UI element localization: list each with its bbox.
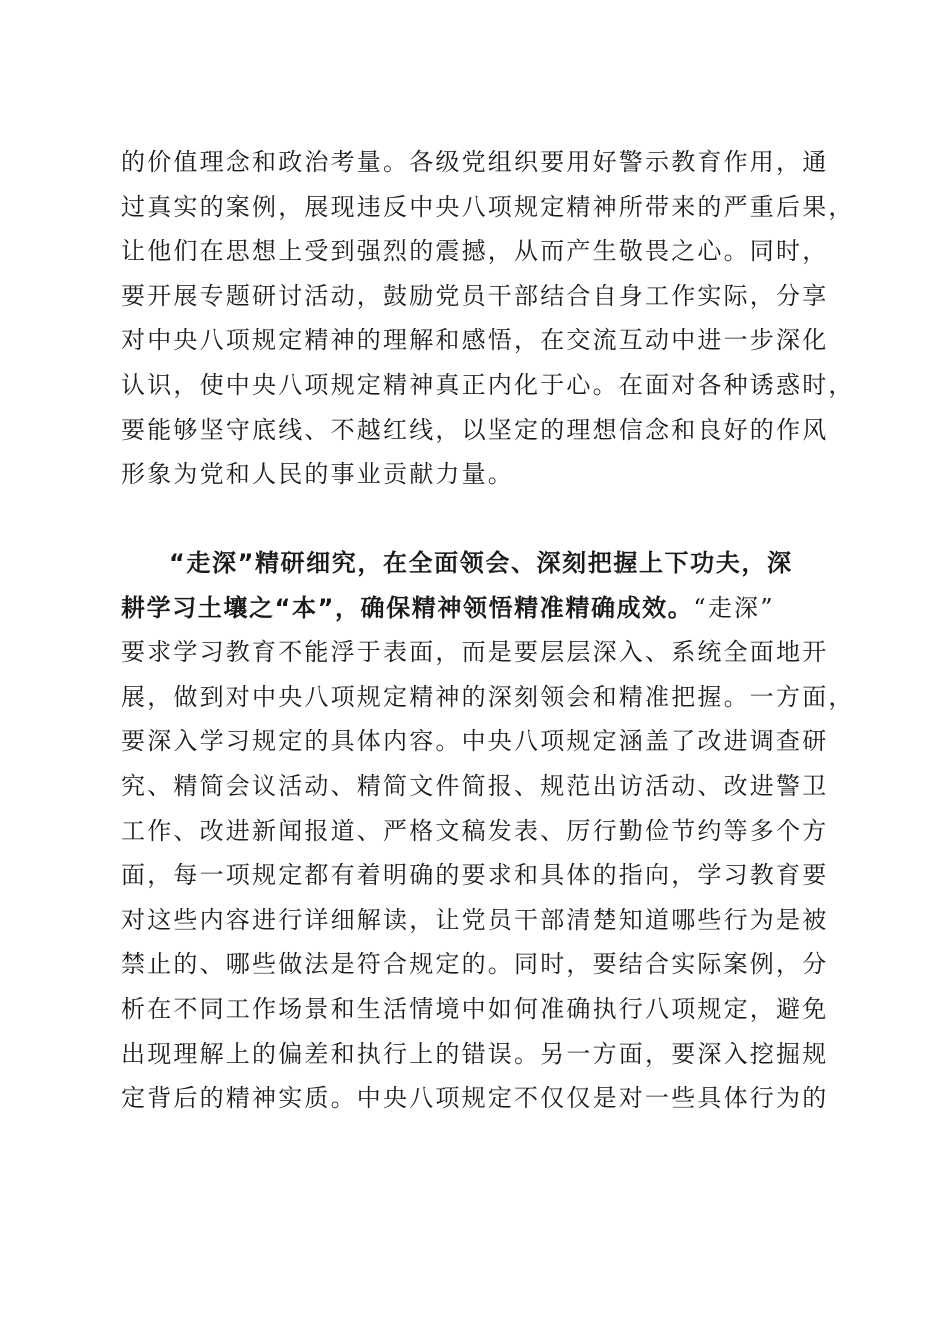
text-line: 要能够坚守底线、不越红线，以坚定的理想信念和良好的作风: [121, 415, 829, 444]
text-line: 析在不同工作场景和生活情境中如何准确执行八项规定，避免: [121, 994, 829, 1023]
section-heading-bold: 耕学习土壤之“本”，确保精神领悟精准精确成效。: [121, 593, 694, 622]
text-line: 要求学习教育不能浮于表面，而是要层层深入、系统全面地开: [121, 638, 829, 667]
text-line: 工作、改进新闻报道、严格文稿发表、厉行勤俭节约等多个方: [121, 816, 829, 845]
section-heading-line: [121, 586, 833, 631]
text-line: 定背后的精神实质。中央八项规定不仅仅是对一些具体行为的: [121, 1084, 829, 1113]
text-line: 出现理解上的偏差和执行上的错误。另一方面，要深入挖掘规: [121, 1039, 829, 1068]
text-line: 的价值理念和政治考量。各级党组织要用好警示教育作用，通: [121, 148, 829, 176]
text-line: 形象为党和人民的事业贡献力量。: [121, 460, 514, 489]
text-line: 让他们在思想上受到强烈的震撼，从而产生敬畏之心。同时，: [121, 237, 829, 266]
text-line: 对中央八项规定精神的理解和感悟，在交流互动中进一步深化: [121, 326, 829, 355]
text-line: 要开展专题研讨活动，鼓励党员干部结合自身工作实际，分享: [121, 281, 829, 310]
text-line: 要深入学习规定的具体内容。中央八项规定涵盖了改进调查研: [121, 727, 829, 756]
section-heading-line: “走深”精研细究，在全面领会、深刻把握上下功夫，深: [169, 549, 793, 577]
text-line: 对这些内容进行详细解读，让党员干部清楚知道哪些行为是被: [121, 905, 829, 934]
text-line: 面，每一项规定都有着明确的要求和具体的指向，学习教育要: [121, 861, 829, 890]
section-heading-tail: “走深”: [693, 593, 775, 622]
text-line: 究、精简会议活动、精简文件简报、规范出访活动、改进警卫: [121, 771, 829, 800]
paragraph-continuation: [121, 140, 855, 497]
paragraph-zoushen: [121, 541, 855, 1121]
text-line: 过真实的案例，展现违反中央八项规定精神所带来的严重后果，: [121, 192, 855, 221]
text-line: 展，做到对中央八项规定精神的深刻领会和精准把握。一方面，: [121, 682, 855, 711]
text-line: 禁止的、哪些做法是符合规定的。同时，要结合实际案例，分: [121, 950, 829, 979]
text-line: 认识，使中央八项规定精神真正内化于心。在面对各种诱惑时，: [121, 370, 855, 399]
